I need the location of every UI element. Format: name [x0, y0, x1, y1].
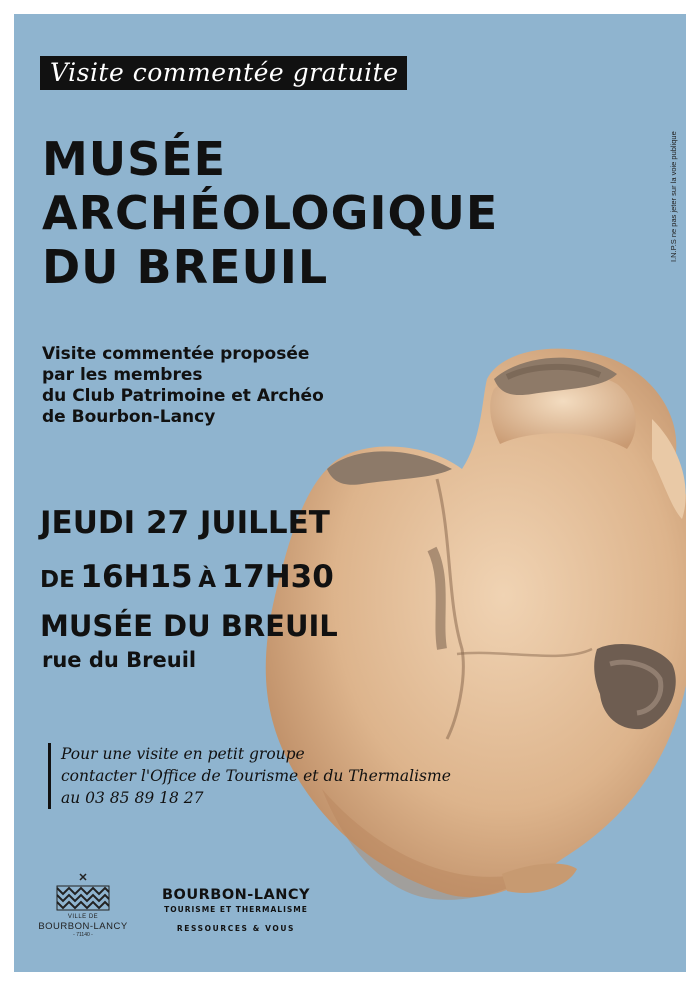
subtitle-line-4: de Bourbon-Lancy: [42, 407, 216, 427]
logo-ville-line1: VILLE DE: [67, 914, 99, 920]
free-visit-tag: Visite commentée gratuite: [40, 56, 407, 90]
event-time: [40, 558, 334, 601]
subtitle-line-3: du Club Patrimoine et Archéo: [42, 386, 324, 406]
logo-tourisme-tagline: TOURISME ET THERMALISME: [164, 905, 308, 914]
logo-tourisme-name: BOURBON-LANCY: [161, 887, 311, 903]
subtitle-line-2: par les membres: [42, 365, 203, 385]
legal-notice: I.N.P.S ne pas jeter sur la voie publique: [669, 131, 678, 262]
event-date: JEUDI 27 JUILLET: [40, 505, 330, 541]
poster: [14, 14, 686, 972]
contact-line-2: contacter l'Office de Tourisme et du Thermalisme: [61, 767, 451, 785]
time-a: À: [198, 567, 217, 593]
logo-tourisme: [152, 886, 320, 934]
logo-ville-line3: - 71140 -: [73, 932, 93, 938]
title-line-1: MUSÉE: [42, 132, 227, 186]
ville-emblem-icon: [53, 872, 113, 912]
time-start: 16H15: [80, 559, 193, 595]
logo-ville-line2: BOURBON-LANCY: [38, 921, 128, 932]
event-street: rue du Breuil: [42, 648, 197, 672]
title-line-3: DU BREUIL: [42, 240, 329, 294]
title-line-2: ARCHÉOLOGIQUE: [42, 186, 499, 240]
page-title: [42, 132, 498, 294]
contact-block: [48, 743, 451, 809]
logo-tourisme-slogan: RESSOURCES & VOUS: [176, 924, 296, 933]
subtitle-line-1: Visite commentée proposée: [42, 344, 310, 364]
time-de: DE: [40, 567, 75, 593]
logo-ville: [38, 872, 128, 962]
time-end: 17H30: [221, 559, 334, 595]
subtitle: [42, 344, 324, 428]
contact-phone: au 03 85 89 18 27: [61, 789, 204, 807]
contact-line-1: Pour une visite en petit groupe: [61, 745, 305, 763]
event-place: MUSÉE DU BREUIL: [40, 609, 338, 643]
